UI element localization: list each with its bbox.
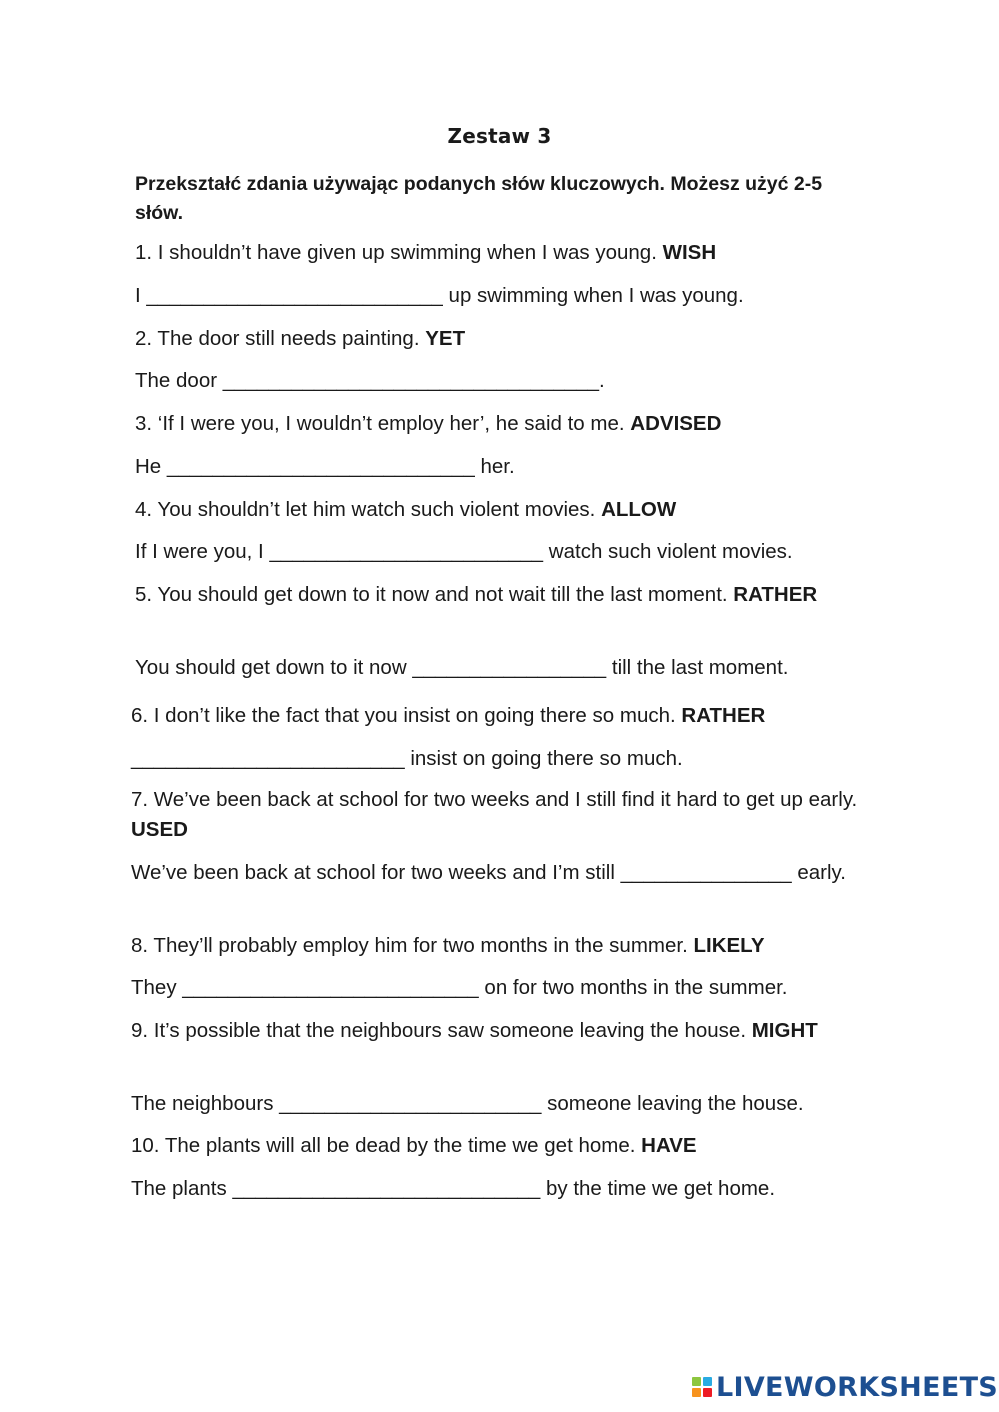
logo-square-v	[692, 1388, 701, 1397]
item-7-blank[interactable]: _______________	[620, 861, 792, 884]
item-8-answer-line: They __________________________ on for two months in the summer.	[131, 976, 788, 999]
item-10-blank[interactable]: ___________________________	[232, 1177, 541, 1200]
item-10-keyword: HAVE	[641, 1134, 697, 1157]
item-6-prompt: 6. I don’t like the fact that you insist on going there so much. RATHER	[131, 704, 766, 727]
item-2-blank[interactable]: _________________________________	[222, 369, 600, 392]
item-4-keyword: ALLOW	[601, 498, 677, 521]
logo-square-e	[703, 1388, 712, 1397]
item-4-prompt: 4. You shouldn’t let him watch such violent movies. ALLOW	[135, 498, 677, 521]
item-1-prompt: 1. I shouldn’t have given up swimming when I was young. WISH	[135, 241, 717, 264]
item-3-blank[interactable]: ___________________________	[166, 455, 475, 478]
item-5-answer-line: You should get down to it now _________________ till the last moment.	[135, 656, 789, 679]
item-7-keyword: USED	[131, 817, 188, 841]
item-8-keyword: LIKELY	[693, 934, 765, 957]
item-3-keyword: ADVISED	[630, 412, 722, 435]
item-6-blank[interactable]: ________________________	[131, 747, 405, 770]
item-1-answer-line: I __________________________ up swimming when I was young.	[135, 284, 744, 307]
item-5-prompt: 5. You should get down to it now and not wait till the last moment. RATHER	[135, 583, 818, 606]
item-8-prompt: 8. They’ll probably employ him for two months in the summer. LIKELY	[131, 934, 765, 957]
item-8-blank[interactable]: __________________________	[182, 976, 479, 999]
item-2-keyword: YET	[425, 327, 466, 350]
item-10-answer-line: The plants ___________________________ by the time we get home.	[131, 1177, 776, 1200]
page-title: Zestaw 3	[447, 124, 552, 148]
item-7-prompt: 7. We’ve been back at school for two weeks and I still find it hard to get up early. USED	[131, 788, 858, 841]
item-7-answer-line: We’ve been back at school for two weeks and I’m still _______________ early.	[131, 861, 846, 884]
item-5-blank[interactable]: _________________	[412, 656, 607, 679]
item-6-keyword: RATHER	[681, 704, 766, 727]
item-9-answer-line: The neighbours _______________________ someone leaving the house.	[131, 1092, 804, 1115]
item-1-keyword: WISH	[662, 241, 717, 264]
item-10-prompt: 10. The plants will all be dead by the time we get home. HAVE	[131, 1134, 697, 1157]
item-3-answer-line: He ___________________________ her.	[135, 455, 515, 478]
item-9-blank[interactable]: _______________________	[279, 1092, 542, 1115]
item-1-blank[interactable]: __________________________	[146, 284, 443, 307]
instruction-text: Przekształć zdania używając podanych słów kluczowych. Możesz użyć 2-5 słów.	[135, 173, 823, 224]
liveworksheets-brand[interactable]	[692, 1372, 998, 1402]
item-6-answer-line: ________________________ insist on going there so much.	[131, 747, 683, 770]
liveworksheets-logo-icon	[692, 1377, 712, 1397]
item-9-keyword: MIGHT	[751, 1019, 818, 1042]
brand-name: LIVEWORKSHEETS	[716, 1371, 999, 1403]
item-4-blank[interactable]: ________________________	[269, 540, 544, 563]
logo-square-i	[703, 1377, 712, 1386]
item-4-answer-line: If I were you, I ________________________ watch such violent movies.	[135, 540, 793, 563]
item-3-prompt: 3. ‘If I were you, I wouldn’t employ her’, he said to me. ADVISED	[135, 412, 722, 435]
item-2-prompt: 2. The door still needs painting. YET	[135, 327, 466, 350]
item-5-keyword: RATHER	[733, 583, 818, 606]
item-9-prompt: 9. It’s possible that the neighbours saw someone leaving the house. MIGHT	[131, 1019, 818, 1042]
item-2-answer-line: The door _________________________________.	[135, 369, 605, 392]
logo-square-l	[692, 1377, 701, 1386]
